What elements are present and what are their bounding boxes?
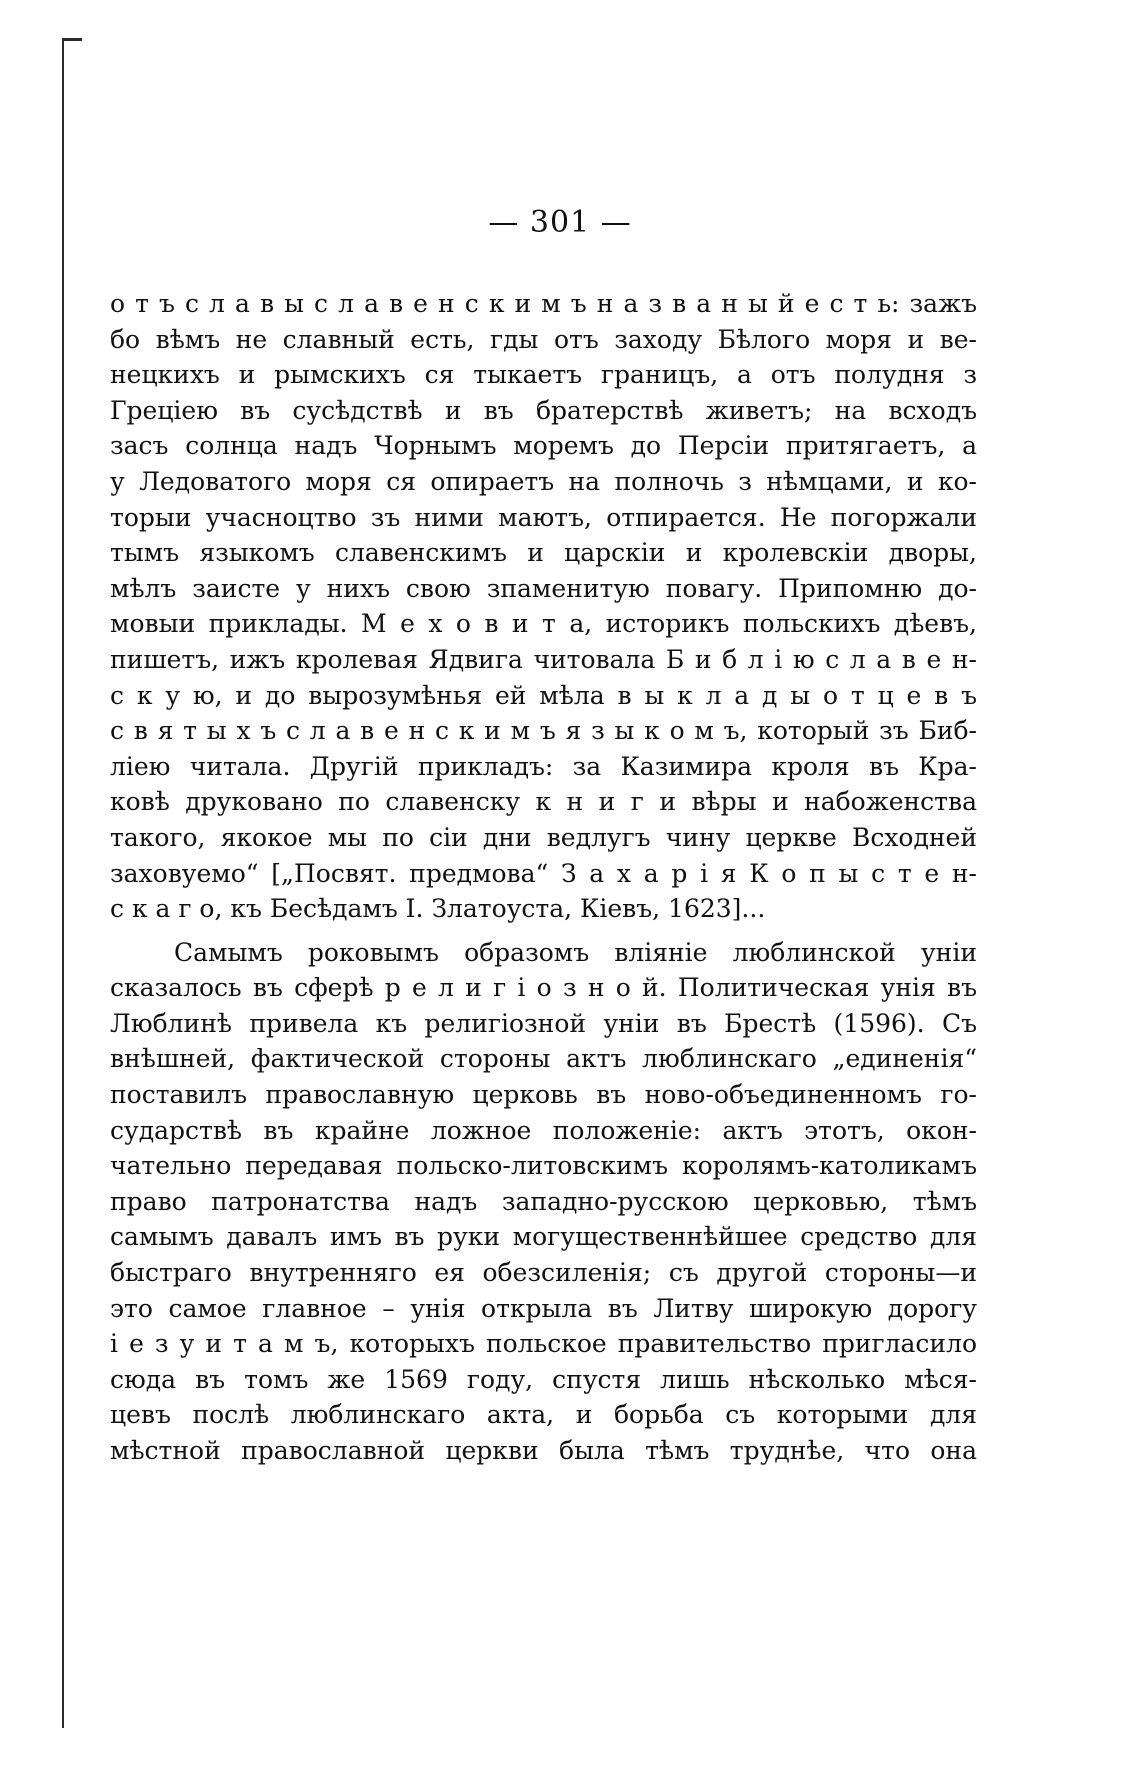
text-line: Самымъ роковымъ образомъ вліяніе люблинской уніи [174,937,977,967]
text-line: ковѣ друковано по славенску к н и г и вѣры и набоженства [110,787,977,817]
text-line: с к а г о, къ Бесѣдамъ І. Златоуста, Кіевъ, 1623]... [110,894,766,924]
text-line: чательно передавая польско-литовскимъ королямъ-католикамъ [110,1151,977,1181]
paragraph-1 [110,286,977,927]
text-line: у Ледоватого моря ся опираетъ на полночь з нѣмцами, и ко- [110,466,977,496]
text-line: засъ солнца надъ Чорнымъ моремъ до Персіи притягаетъ, а [110,431,977,461]
paragraph-2 [110,935,977,1469]
scan-border-top [62,38,82,41]
text-line: тымъ языкомъ славенскимъ и царскіи и кролевскіи дворы, [110,538,977,568]
text-line: с в я т ы х ъ с л а в е н с к и м ъ я з ы к о м ъ, который зъ Биб- [110,716,977,746]
text-line: о т ъ с л а в ы с л а в е н с к и м ъ н а з в а н ы й е с т ь: зажъ [110,289,977,318]
text-line: самымъ давалъ имъ въ руки могущественнѣйшее средство для [110,1222,977,1252]
text-line: ліею читала. Другій прикладъ: за Казимира кроля въ Кра- [110,751,977,781]
text-line: быстраго внутренняго ея обезсиленія; съ другой стороны—и [110,1258,977,1288]
text-line: сюда въ томъ же 1569 году, спустя лишь нѣсколько мѣся- [110,1364,977,1394]
text-line: цевъ послѣ люблинскаго акта, и борьба съ которыми для [110,1400,977,1430]
text-line: бо вѣмъ не славный есть, гды отъ заходу Бѣлого моря и ве- [110,324,977,354]
text-line: внѣшней, фактической стороны актъ люблинскаго „единенія“ [110,1044,977,1074]
text-line: і е з у и т а м ъ, которыхъ польское правительство пригласило [110,1329,977,1359]
text-line: мѣстной православной церкви была тѣмъ труднѣе, что она [110,1436,977,1465]
text-line: заховуемо“ [„Посвят. предмова“ З а х а р і я К о п ы с т е н- [110,858,977,888]
text-line: сударствѣ въ крайне ложное положеніе: актъ этотъ, окон- [110,1115,977,1145]
text-line: пишетъ, ижъ кролевая Ядвига читовала Б и б л і ю с л а в е н- [110,644,977,674]
text-line: мовыи приклады. М е х о в и т а, историкъ польскихъ дѣевъ, [110,609,977,639]
text-line: поставилъ православную церковь въ ново-объединенномъ го- [110,1080,977,1110]
paragraph-gap [110,927,977,935]
scan-border-left [62,38,64,1728]
text-line: сказалось въ сферѣ р е л и г і о з н о й. Политическая унія въ [110,973,977,1003]
text-line: с к у ю, и до вырозумѣнья ей мѣла в ы к л а д ы о т ц е в ъ [110,680,977,710]
text-line: Греціею въ сусѣдствѣ и въ братерствѣ живетъ; на всходъ [110,395,977,425]
text-line: мѣлъ заисте у нихъ свою зпаменитую повагу. Припомню до- [110,573,977,603]
text-line: торыи учасноцтво зъ ними маютъ, отпирается. Не погоржали [110,502,977,532]
body-text [110,286,977,1469]
text-line: такого, якокое мы по сіи дни ведлугъ чину церкве Всходней [110,822,977,852]
page-number: — 301 — [488,205,632,240]
text-line: нецкихъ и рымскихъ ся тыкаетъ границъ, а отъ полудня з [110,360,977,390]
text-line: Люблинѣ привела къ религіозной уніи въ Брестѣ (1596). Съ [110,1008,977,1038]
text-line: это самое главное – унія открыла въ Литву широкую дорогу [110,1293,977,1323]
text-line: право патронатства надъ западно-русскою церковью, тѣмъ [110,1186,977,1216]
